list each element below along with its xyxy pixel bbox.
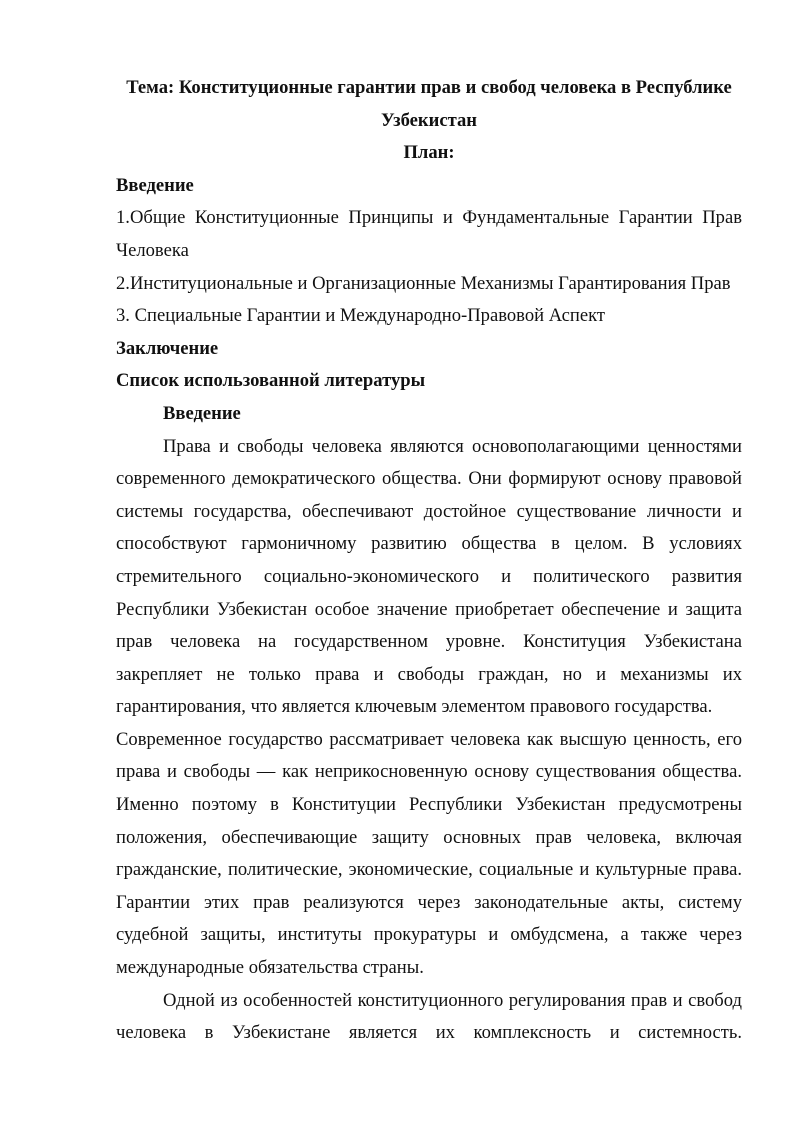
- paragraph-line: Гарантии этих прав реализуются через законодательные акты, систему: [116, 891, 742, 913]
- paragraph-line: Именно поэтому в Конституции Республики Узбекистан предусмотрены: [116, 794, 742, 816]
- paragraph-line: права и свободы — как неприкосновенную основу существования общества.: [116, 761, 742, 783]
- paragraph-line: стремительного социально-экономического и политического развития: [116, 565, 742, 587]
- plan-item-1-line-1: 1.Общие Конституционные Принципы и Фундаментальные Гарантии Прав: [116, 207, 742, 229]
- plan-item-3: 3. Специальные Гарантии и Международно-Правовой Аспект: [116, 305, 606, 327]
- paragraph-line: положения, обеспечивающие защиту основных прав человека, включая: [116, 826, 742, 848]
- paragraph-line: международные обязательства страны.: [116, 957, 424, 979]
- plan-item-conclusion: Заключение: [116, 337, 219, 359]
- paragraph-line: современного демократического общества. Они формируют основу правовой: [116, 468, 742, 490]
- section-heading-introduction: Введение: [163, 402, 241, 424]
- paragraph-line: судебной защиты, институты прокуратуры и омбудсмена, а также через: [116, 924, 742, 946]
- plan-heading: План:: [403, 142, 455, 164]
- paragraph-1: [116, 431, 742, 724]
- document-title-line-2: Узбекистан: [381, 109, 477, 131]
- plan-item-references: Список использованной литературы: [116, 370, 426, 392]
- paragraph-line: гражданские, политические, экономические, социальные и культурные права.: [116, 859, 742, 881]
- plan-item-1-line-2: Человека: [116, 239, 189, 261]
- plan-item-2: 2.Институциональные и Организационные Механизмы Гарантирования Прав: [116, 272, 731, 294]
- paragraph-line: Одной из особенностей конституционного регулирования прав и свобод: [163, 989, 742, 1011]
- paragraph-line: закрепляет не только права и свободы граждан, но и механизмы их: [116, 663, 742, 685]
- paragraph-line: Современное государство рассматривает человека как высшую ценность, его: [116, 728, 742, 750]
- paragraph-line: Республики Узбекистан особое значение приобретает обеспечение и защита: [116, 598, 742, 620]
- paragraph-line: системы государства, обеспечивают достойное существование личности и: [116, 500, 742, 522]
- document-body: [116, 72, 742, 1050]
- paragraph-line: Права и свободы человека являются основополагающими ценностями: [163, 435, 742, 457]
- paragraph-3: [116, 985, 742, 1050]
- paragraph-line: гарантирования, что является ключевым элементом правового государства.: [116, 696, 713, 718]
- paragraph-2: [116, 724, 742, 985]
- paragraph-line: прав человека на государственном уровне. Конституция Узбекистана: [116, 631, 742, 653]
- plan-item-introduction: Введение: [116, 174, 194, 196]
- paragraph-line: человека в Узбекистане является их комплексность и системность.: [116, 1022, 742, 1044]
- paragraph-line: способствуют гармоничному развитию общества в целом. В условиях: [116, 533, 742, 555]
- document-title-line-1: Тема: Конституционные гарантии прав и свобод человека в Республике: [126, 77, 732, 98]
